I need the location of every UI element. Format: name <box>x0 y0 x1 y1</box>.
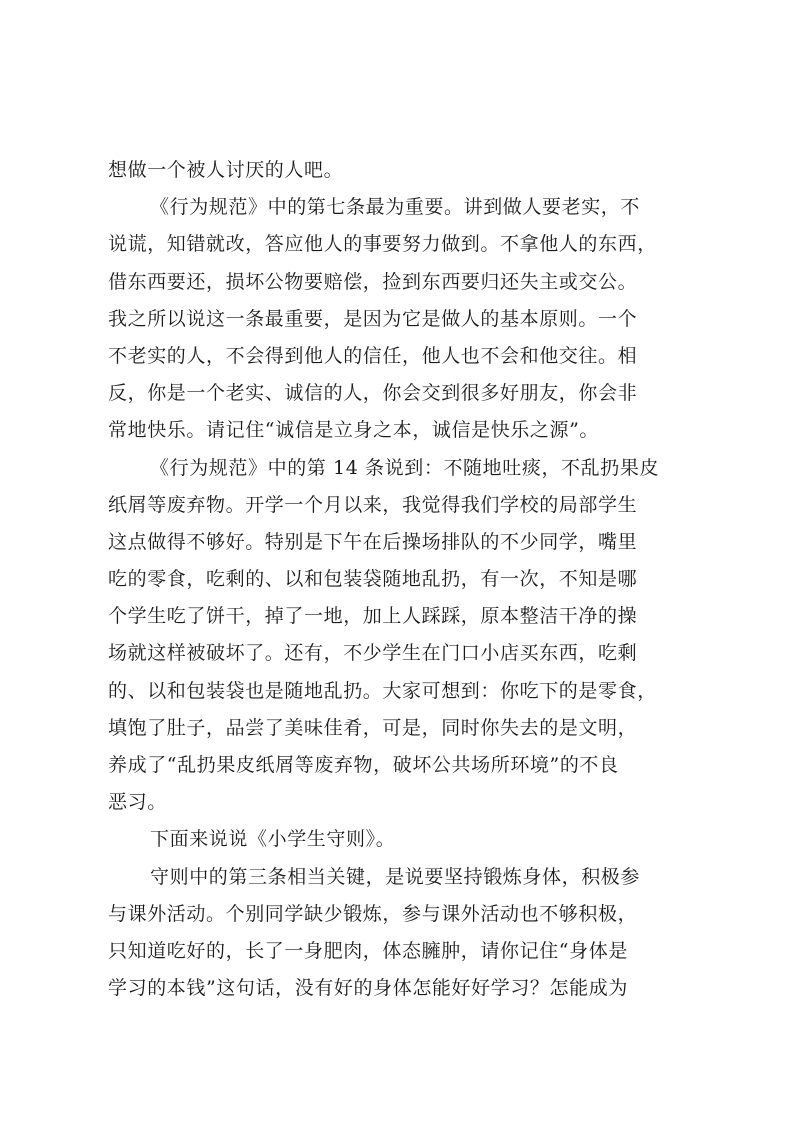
text-line: 学习的本钱”这句话，没有好的身体怎能好好学习？怎能成为 <box>108 977 628 1000</box>
text-line: 反，你是一个老实、诚信的人，你会交到很多好朋友，你会非 <box>108 382 638 405</box>
text-line: 这点做得不够好。特别是下午在后操场排队的不少同学，嘴里 <box>108 530 638 553</box>
text-line: 填饱了肚子，品尝了美味佳肴，可是，同时你失去的是文明， <box>108 716 638 739</box>
text-line: 场就这样被破坏了。还有，不少学生在门口小店买东西，吃剩 <box>108 642 638 665</box>
text-line: 吃的零食，吃剩的、以和包装袋随地乱扔，有一次，不知是哪 <box>108 568 638 591</box>
body-text <box>108 152 690 1007</box>
text-line: 与课外活动。个别同学缺少锻炼，参与课外活动也不够积极， <box>108 902 638 925</box>
text-line: 的、以和包装袋也是随地乱扔。大家可想到：你吃下的是零食， <box>108 679 657 702</box>
text-line: 说谎，知错就改，答应他人的事要努力做到。不拿他人的东西， <box>108 233 657 256</box>
text-line: 个学生吃了饼干，掉了一地，加上人踩踩，原本整洁干净的操 <box>108 605 638 628</box>
text-line: 常地快乐。请记住“诚信是立身之本，诚信是快乐之源”。 <box>108 419 600 442</box>
paragraph-start-line: 《行为规范》中的第 14 条说到：不随地吐痰，不乱扔果皮 <box>150 456 660 479</box>
text-line: 想做一个被人讨厌的人吧。 <box>108 159 344 181</box>
text-line: 我之所以说这一条最重要，是因为它是做人的基本原则。一个 <box>108 307 638 330</box>
paragraph-start-line: 守则中的第三条相当关键，是说要坚持锻炼身体，积极参 <box>150 865 641 888</box>
paragraph-start-line: 《行为规范》中的第七条最为重要。讲到做人要老实，不 <box>150 196 641 219</box>
text-line: 借东西要还，损坏公物要赔偿，捡到东西要归还失主或交公。 <box>108 270 638 293</box>
text-line: 纸屑等废弃物。开学一个月以来，我觉得我们学校的局部学生 <box>108 493 638 516</box>
text-line: 不老实的人，不会得到他人的信任，他人也不会和他交往。相 <box>108 344 638 367</box>
text-line: 恶习。 <box>108 791 167 814</box>
text-line: 养成了“乱扔果皮纸屑等废弃物，破坏公共场所环境”的不良 <box>108 754 619 776</box>
paragraph-start-line: 下面来说说《小学生守则》。 <box>150 828 396 851</box>
text-line: 只知道吃好的，长了一身肥肉，体态臃肿，请你记住“身体是 <box>108 939 628 962</box>
